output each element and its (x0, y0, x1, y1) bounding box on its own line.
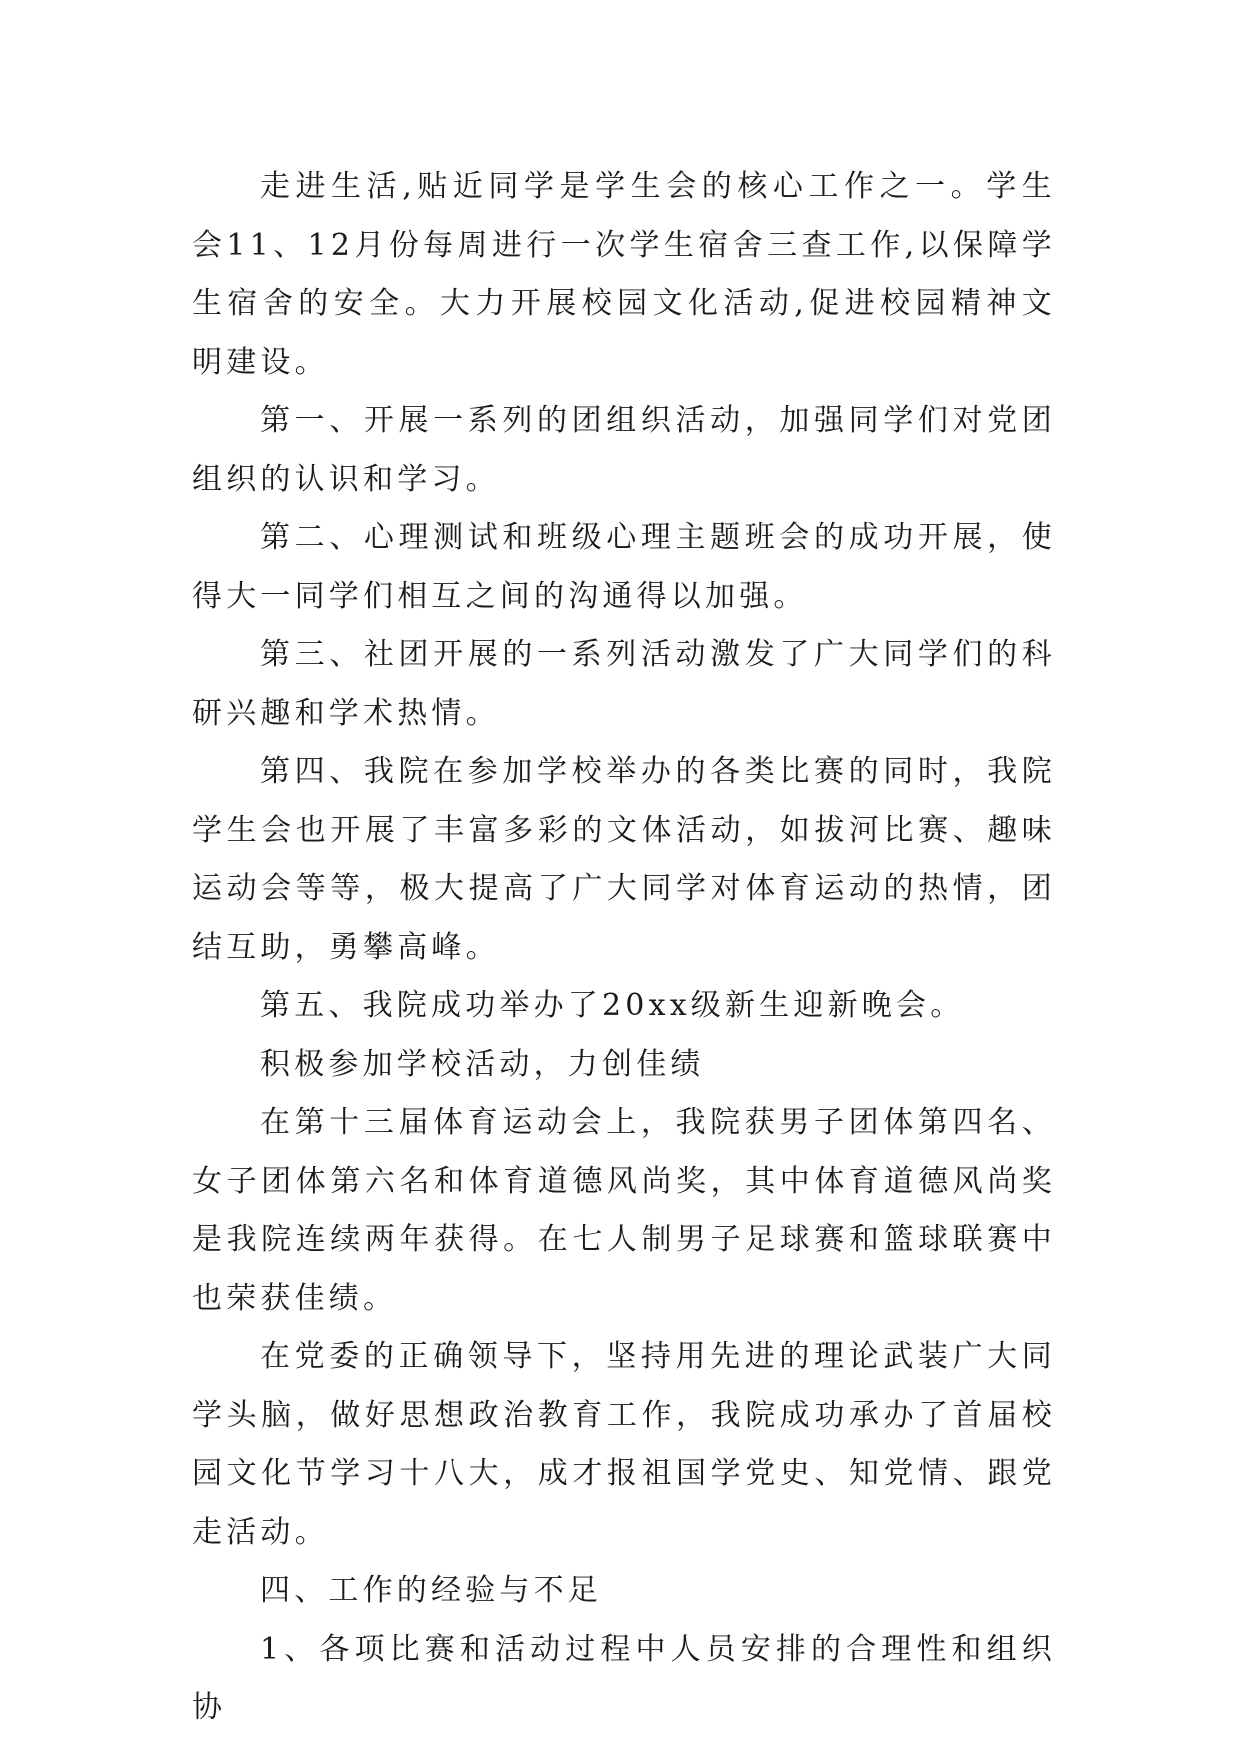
document-body (192, 158, 1056, 1738)
paragraph-student-life: 走进生活,贴近同学是学生会的核心工作之一。学生会11、12月份每周进行一次学生宿舍三查工作,以保障学生宿舍的安全。大力开展校园文化活动,促进校园精神文明建设。 (192, 169, 1056, 380)
paragraph-item-four: 第四、我院在参加学校举办的各类比赛的同时，我院学生会也开展了丰富多彩的文体活动，如拔河比赛、趣味运动会等等，极大提高了广大同学对体育运动的热情，团结互助，勇攀高峰。 (192, 754, 1056, 965)
paragraph-item-one: 第一、开展一系列的团组织活动，加强同学们对党团组织的认识和学习。 (192, 403, 1056, 497)
paragraph-item-three: 第三、社团开展的一系列活动激发了广大同学们的科研兴趣和学术热情。 (192, 637, 1056, 731)
paragraph-item-two: 第二、心理测试和班级心理主题班会的成功开展，使得大一同学们相互之间的沟通得以加强。 (192, 520, 1056, 614)
section-heading-school-activities: 积极参加学校活动，力创佳绩 (260, 1046, 705, 1082)
paragraph-item-five: 第五、我院成功举办了20xx级新生迎新晚会。 (260, 988, 965, 1023)
paragraph-sports-meet: 在第十三届体育运动会上，我院获男子团体第四名、女子团体第六名和体育道德风尚奖，其中体育道德风尚奖是我院连续两年获得。在七人制男子足球赛和篮球联赛中也荣获佳绩。 (192, 1105, 1056, 1316)
paragraph-party-leadership: 在党委的正确领导下，坚持用先进的理论武装广大同学头脑，做好思想政治教育工作，我院成功承办了首届校园文化节学习十八大，成才报祖国学党史、知党情、跟党走活动。 (192, 1339, 1056, 1550)
paragraph-experience-item-one: 1、各项比赛和活动过程中人员安排的合理性和组织协 (192, 1631, 1056, 1725)
section-heading-experience: 四、工作的经验与不足 (260, 1573, 602, 1608)
